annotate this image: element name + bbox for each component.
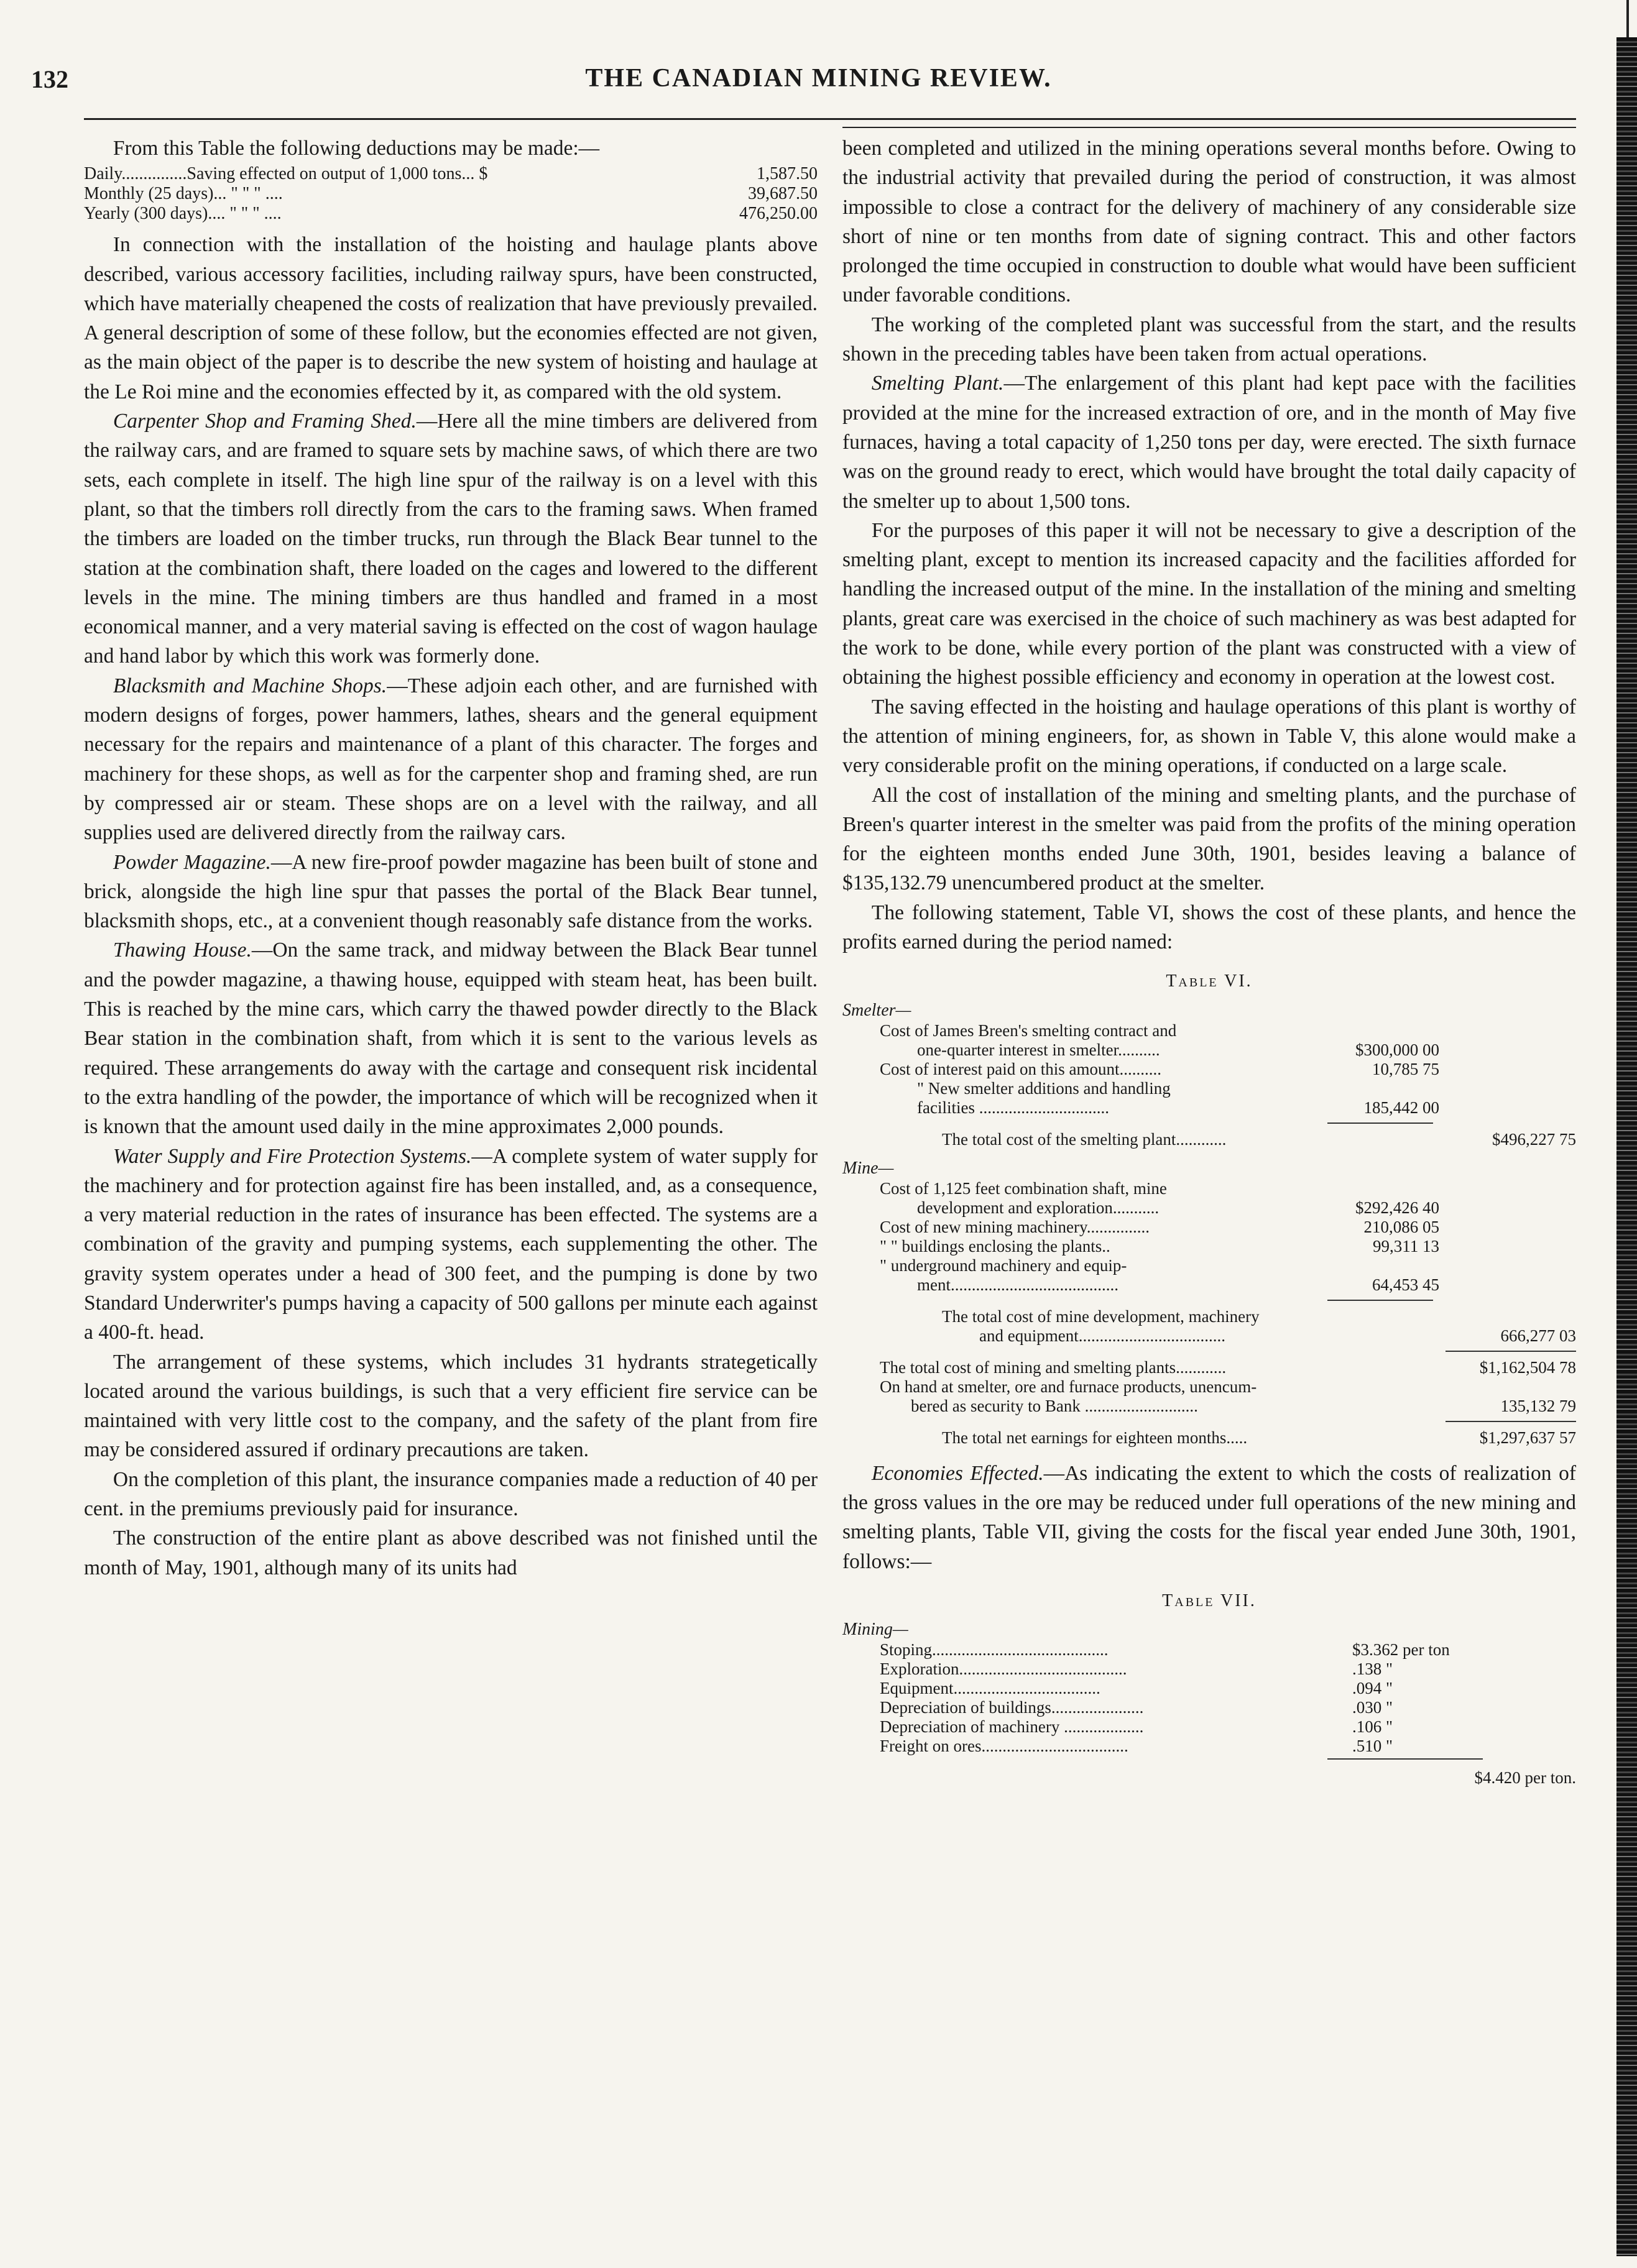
right-column (842, 134, 1576, 1793)
section-heading: Blacksmith and Machine Shops. (113, 674, 387, 697)
table-row: Equipment................................... .094 " (880, 1679, 1393, 1698)
table-vii (842, 1586, 1576, 1793)
paragraph: For the purposes of this paper it will not be necessary to give a description of the smelting plant, except to mention its increased capacity and the facilities afforded for handling the increased output of the mine. In the installation of the mining and smelting plants, great care was exercised in the choice of such machinery as was best adapted for the work to be done, while every portion of the plant was constructed with a view of obtaining the highest possible efficiency and economy in operation at the lowest cost. (842, 518, 1576, 689)
scan-edge-strip (1616, 37, 1637, 2256)
paragraph: The saving effected in the hoisting and haulage operations of this plant is worthy of the attention of mining engineers, for, as shown in Table V, this alone would make a very considerable profit on the mining operations, if conducted on a large scale. (842, 695, 1576, 778)
section-heading: Smelting Plant. (871, 372, 1004, 395)
paragraph: Carpenter Shop and Framing Shed.—Here all the mine timbers are delivered from the railway cars, and are framed to square sets by machine saws, of which there are two sets, each complete in itself. The high line spur of the railway is on a level with this plant, so that the timbers roll directly from the cars to the framing saws. When framed the timbers are loaded on the timber trucks, run through the Black Bear tunnel to the station at the combination shaft, there loaded on the cages and lowered to the different levels in the mine. The mining timbers are thus handled and framed in a most economical manner, and a very material saving is effected on the cost of wagon haulage and hand labor by which this work was formerly done. (84, 410, 818, 668)
paragraph: On the completion of this plant, the insurance companies made a reduction of 40 per cent. in the premiums previously paid for insurance. (84, 1467, 818, 1521)
savings-row: Monthly (25 days)... " " " .... 39,687.50 (84, 184, 818, 204)
table-row: Cost of James Breen's smelting contract and (880, 1021, 1177, 1040)
table-caption: Table VI. (1166, 971, 1253, 991)
paragraph: The arrangement of these systems, which includes 31 hydrants strategetically located around the various buildings, is such that a very efficient fire service can be maintained with very little cost to the company, and the safety of the plant from fire may be considered assured if ordinary precautions are taken. (84, 1350, 818, 1462)
table-row: ment........................................ 64,453 45 (917, 1275, 1439, 1294)
table-row: Cost of interest paid on this amount.......... 10,785 75 (880, 1059, 1439, 1078)
section-heading: Carpenter Shop and Framing Shed. (113, 410, 417, 433)
table-row: facilities ............................... 185,442 00 (917, 1098, 1439, 1117)
table-rule (1327, 1300, 1433, 1301)
paragraph: The following statement, Table VI, shows the cost of these plants, and hence the profits earned during the period named: (842, 901, 1576, 954)
table-row: " " buildings enclosing the plants.. 99,311 13 (880, 1236, 1439, 1256)
table-rule (1446, 1351, 1576, 1352)
table-total-row: The total cost of mining and smelting plants............ $1,162,504 78 (880, 1357, 1576, 1377)
table-section-heading: Smelter— (842, 1000, 911, 1020)
table-row: one-quarter interest in smelter.......... $300,000 00 (917, 1040, 1439, 1059)
table-total: $4.420 per ton. (1474, 1768, 1576, 1788)
table-total-row: The total cost of the smelting plant............ $496,227 75 (942, 1129, 1576, 1149)
paragraph: Water Supply and Fire Protection Systems.—A complete system of water supply for the machinery and for protection against fire has been installed, and, as a consequence, a very material reduction in the rates of insurance has been effected. The systems are a combination of the gravity and pumping systems, each supplementing the other. The gravity system operates under a head of 300 feet, and the pumping is done by two Standard Underwriter's pumps having a capacity of 500 gallons per minute each against a 400-ft. head. (84, 1144, 818, 1344)
paragraph: In connection with the installation of the hoisting and haulage plants above described, various accessory facilities, including railway spurs, have been constructed, which have materially cheapened the costs of realization that have previously prevailed. A general description of some of these follow, but the economies effected are not given, as the main object of the paper is to describe the new system of hoisting and haulage at the Le Roi mine and the economies effected by it, as compared with the old system. (84, 233, 818, 403)
section-heading: Economies Effected. (871, 1461, 1044, 1485)
table-vi (842, 966, 1576, 1447)
section-heading: Powder Magazine. (113, 850, 271, 874)
paragraph: Economies Effected.—As indicating the extent to which the costs of realization of the gross values in the ore may be reduced under full operations of the new mining and smelting plants, Table VII, giving the costs for the fiscal year ended June 30th, 1901, follows:— (842, 1461, 1576, 1573)
paragraph: Thawing House.—On the same track, and midway between the Black Bear tunnel and the powder magazine, a thawing house, equipped with steam heat, has been built. This is reached by the mine cars, which carry the thawed powder directly to the Black Bear station in the combination shaft, from which it is sent to the various levels as required. These arrangements do away with the cartage and consequent risk incidental to the extra handling of the powder, the importance of which will be recognized when it is known that the amount used daily in the mine approximates 2,000 pounds. (84, 939, 818, 1139)
table-total-row: The total cost of mine development, machinery (942, 1306, 1260, 1326)
table-row: Exploration........................................ .138 " (880, 1660, 1393, 1679)
table-row: Freight on ores................................... .510 " (880, 1737, 1393, 1756)
page-edge-mark (1626, 0, 1629, 37)
paragraph: The construction of the entire plant as above described was not finished until the month of May, 1901, although many of its units had (84, 1527, 818, 1579)
table-total-row: and equipment................................... 666,277 03 (979, 1326, 1576, 1345)
savings-row: Daily...............Saving effected on output of 1,000 tons... $ 1,587.50 (84, 164, 818, 184)
savings-row: Yearly (300 days).... " " " .... 476,250.00 (84, 204, 818, 224)
header-rule-right (842, 127, 1576, 128)
journal-title: THE CANADIAN MINING REVIEW. (585, 64, 1052, 93)
table-row: Stoping.......................................... $3.362 per ton (880, 1640, 1450, 1660)
paragraph: Smelting Plant.—The enlargement of this plant had kept pace with the facilities provided at the mine for the increased extraction of ore, and in the month of May five furnaces, having a total capacity of 1,250 tons per day, were erected. The sixth furnace was on the ground ready to erect, which would have brought the total daily capacity of the smelter up to about 1,500 tons. (842, 372, 1577, 513)
table-row: Cost of 1,125 feet combination shaft, mine (880, 1178, 1167, 1198)
paragraph: The working of the completed plant was successful from the start, and the results shown in the preceding tables have been taken from actual operations. (842, 313, 1576, 366)
page-header (0, 57, 1637, 107)
section-heading: Water Supply and Fire Protection Systems. (113, 1144, 472, 1168)
table-section-heading: Mining— (842, 1620, 908, 1640)
paragraph: From this Table the following deductions may be made:— (113, 137, 600, 160)
table-rule (1327, 1123, 1433, 1124)
table-row: development and exploration........... $292,426 40 (917, 1198, 1439, 1217)
table-caption: Table VII. (1162, 1591, 1257, 1610)
table-row: Depreciation of machinery ................... .106 " (880, 1717, 1393, 1737)
table-total-row: The total net earnings for eighteen months..... $1,297,637 57 (942, 1428, 1576, 1447)
table-row: Cost of new mining machinery............... 210,086 05 (880, 1217, 1439, 1236)
paragraph: Blacksmith and Machine Shops.—These adjoin each other, and are furnished with modern designs of forges, power hammers, lathes, shears and the general equipment necessary for the repairs and maintenance of a plant of this character. The forges and machinery for these shops, as well as for the carpenter shop and framing shed, are run by compressed air or steam. These shops are on a level with the railway, and all supplies used are delivered directly from the railway cars. (84, 674, 818, 845)
section-heading: Thawing House. (113, 939, 252, 962)
paragraph: Powder Magazine.—A new fire-proof powder magazine has been built of stone and brick, alongside the high line spur that passes the portal of the Black Bear tunnel, blacksmith shops, etc., at a convenient though reasonably safe distance from the works. (84, 850, 818, 933)
savings-list (84, 164, 818, 224)
table-total-row: bered as security to Bank ........................... 135,132 79 (911, 1396, 1576, 1415)
left-column (84, 134, 818, 1582)
table-section-heading: Mine— (842, 1158, 894, 1178)
table-row: " underground machinery and equip- (880, 1256, 1127, 1275)
table-total-row: On hand at smelter, ore and furnace products, unencum- (880, 1377, 1257, 1396)
table-row: Depreciation of buildings...................... .030 " (880, 1698, 1393, 1717)
table-rule (1327, 1758, 1483, 1760)
table-rule (1446, 1421, 1576, 1422)
page-number: 132 (31, 65, 68, 93)
table-row: " New smelter additions and handling (917, 1078, 1171, 1098)
header-rule (84, 118, 1576, 120)
paragraph: been completed and utilized in the mining operations several months before. Owing to the industrial activity that prevailed during the period of construction, it was almost impossible to close a contract for the delivery of machinery of any considerable size short of nine or ten months from date of signing contract. This and other factors prolonged the time occupied in construction to double what would have been sufficient under favorable conditions. (842, 137, 1576, 307)
paragraph: All the cost of installation of the mining and smelting plants, and the purchase of Breen's quarter interest in the smelter was paid from the profits of the mining operation for the eighteen months ended June 30th, 1901, besides leaving a balance of $135,132.79 unencumbered product at the smelter. (842, 783, 1576, 895)
